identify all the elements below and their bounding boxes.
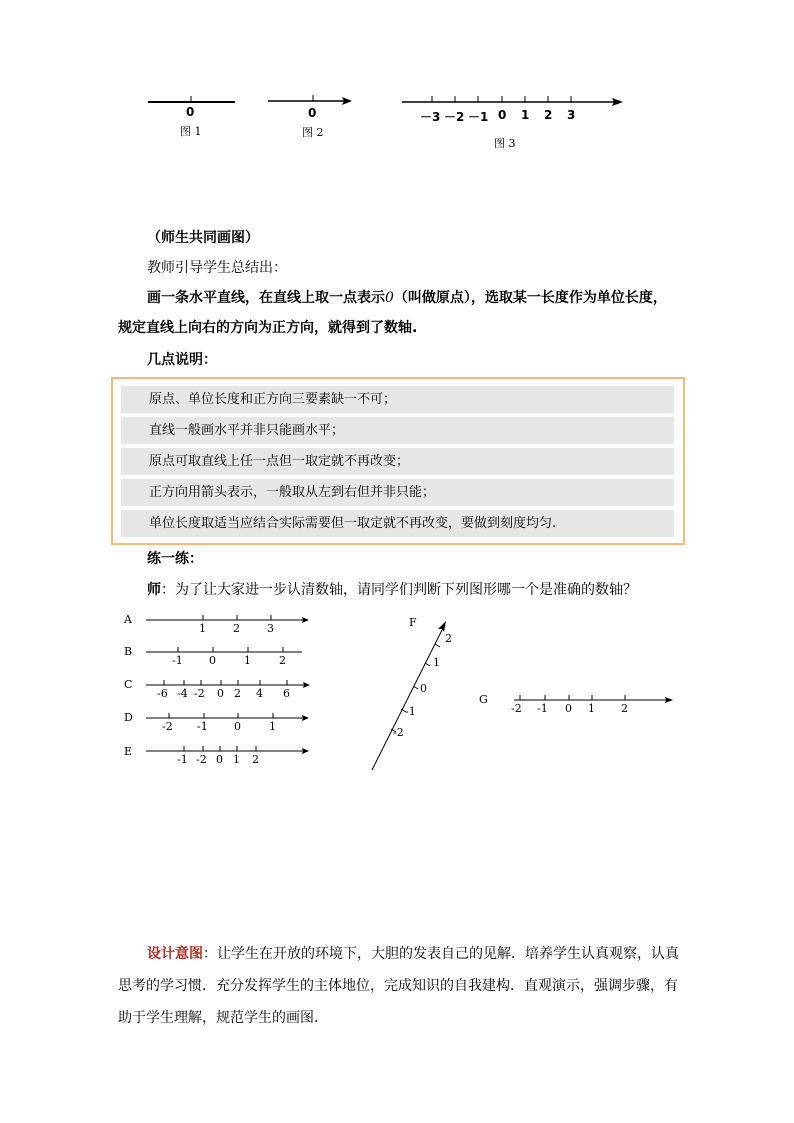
option-c-tick: 4 xyxy=(256,687,263,700)
option-d-tick: 0 xyxy=(234,720,241,733)
option-b-tick: 1 xyxy=(244,654,251,667)
option-g-tick: 2 xyxy=(621,702,628,715)
question-text: ：为了让大家进一步认清数轴，请同学们判断下列图形哪一个是准确的数轴？ xyxy=(161,582,637,598)
definition-line-1-after: （叫做原点），选取某一长度作为单位长度， xyxy=(393,290,667,306)
option-g-tick: 1 xyxy=(588,702,595,715)
figure-2-caption: 图 2 xyxy=(302,126,324,139)
guide-line: 教师引导学生总结出： xyxy=(147,260,287,276)
option-a-tick: 1 xyxy=(199,622,206,635)
option-c-tick: 6 xyxy=(283,687,290,700)
figure-3-tick-3: 3 xyxy=(567,108,576,122)
option-g-tick: -2 xyxy=(511,702,522,715)
design-intent-line-3: 助于学生理解，规范学生的画图. xyxy=(118,1010,319,1026)
option-e-tick: 0 xyxy=(216,753,223,766)
option-g-tick: 0 xyxy=(565,702,572,715)
option-b-label: B xyxy=(124,645,133,658)
option-b-tick: 0 xyxy=(209,654,216,667)
design-intent-label: 设计意图 xyxy=(147,946,203,962)
option-c-tick: -6 xyxy=(157,687,168,700)
figure-2-zero: 0 xyxy=(308,106,317,120)
figure-1-caption: 图 1 xyxy=(180,125,202,138)
option-a-tick: 2 xyxy=(233,622,240,635)
option-a-label: A xyxy=(124,613,132,626)
option-c-tick: 0 xyxy=(217,687,224,700)
option-d-label: D xyxy=(124,711,133,724)
figure-3-tick-neg1: －1 xyxy=(468,110,489,124)
option-f-tick: -2 xyxy=(393,726,404,739)
design-intent-line-2: 思考的学习惯．充分发挥学生的主体地位，完成知识的自我建构．直观演示，强调步骤，有 xyxy=(118,978,678,994)
note-item: 原点、单位长度和正方向三要素缺一不可； xyxy=(121,386,674,413)
definition-line-1-before: 画一条水平直线，在直线上取一点表示 xyxy=(147,290,385,306)
option-c-tick: 2 xyxy=(234,687,241,700)
question-speaker: 师 xyxy=(147,582,161,598)
figure-3-tick-2: 2 xyxy=(544,108,553,122)
figure-3-tick-1: 1 xyxy=(521,108,530,122)
option-f-tick: -1 xyxy=(405,705,416,718)
option-g-tick: -1 xyxy=(537,702,548,715)
option-f-tick: 0 xyxy=(420,682,427,695)
option-b-tick: -1 xyxy=(172,654,183,667)
option-e-tick: -2 xyxy=(196,753,207,766)
origin-zero: 0 xyxy=(385,290,394,306)
figure-3-caption: 图 3 xyxy=(494,137,516,150)
option-c-label: C xyxy=(124,678,133,691)
option-c-tick: -4 xyxy=(177,687,188,700)
option-a-tick: 3 xyxy=(267,622,274,635)
design-intent-text-1: ：让学生在开放的环境下，大胆的发表自己的见解．培养学生认真观察，认真 xyxy=(203,946,679,962)
figure-3-tick-neg2: －2 xyxy=(444,110,465,124)
design-intent-line-1 xyxy=(147,944,679,964)
note-item: 正方向用箭头表示，一般取从左到右但并非只能； xyxy=(121,479,674,506)
option-f-label: F xyxy=(409,616,417,629)
figure-1-zero: 0 xyxy=(186,105,195,119)
note-item: 单位长度取适当应结合实际需要但一取定就不再改变，要做到刻度均匀. xyxy=(121,510,674,537)
note-item: 直线一般画水平并非只能画水平； xyxy=(121,417,674,444)
note-item: 原点可取直线上任一点但一取定就不再改变； xyxy=(121,448,674,475)
definition-line-2: 规定直线上向右的方向为正方向，就得到了数轴. xyxy=(118,320,418,336)
figure-3-tick-0: 0 xyxy=(498,108,507,122)
option-d-tick: -1 xyxy=(197,720,208,733)
option-e-label: E xyxy=(124,745,133,758)
practice-title: 练一练： xyxy=(147,551,203,567)
option-f-tick: 2 xyxy=(445,632,452,645)
figure-3-tick-neg3: －3 xyxy=(420,110,441,124)
option-e-tick: 2 xyxy=(252,753,259,766)
option-b-tick: 2 xyxy=(279,654,286,667)
option-d-tick: -2 xyxy=(162,720,173,733)
notes-title: 几点说明： xyxy=(147,352,217,368)
option-c-tick: -2 xyxy=(194,687,205,700)
section-note: （师生共同画图） xyxy=(147,230,259,246)
option-e-tick: -1 xyxy=(177,753,188,766)
option-d-tick: 1 xyxy=(269,720,276,733)
option-g-label: G xyxy=(479,693,488,706)
option-e-tick: 1 xyxy=(233,753,240,766)
option-f-tick: 1 xyxy=(433,656,440,669)
